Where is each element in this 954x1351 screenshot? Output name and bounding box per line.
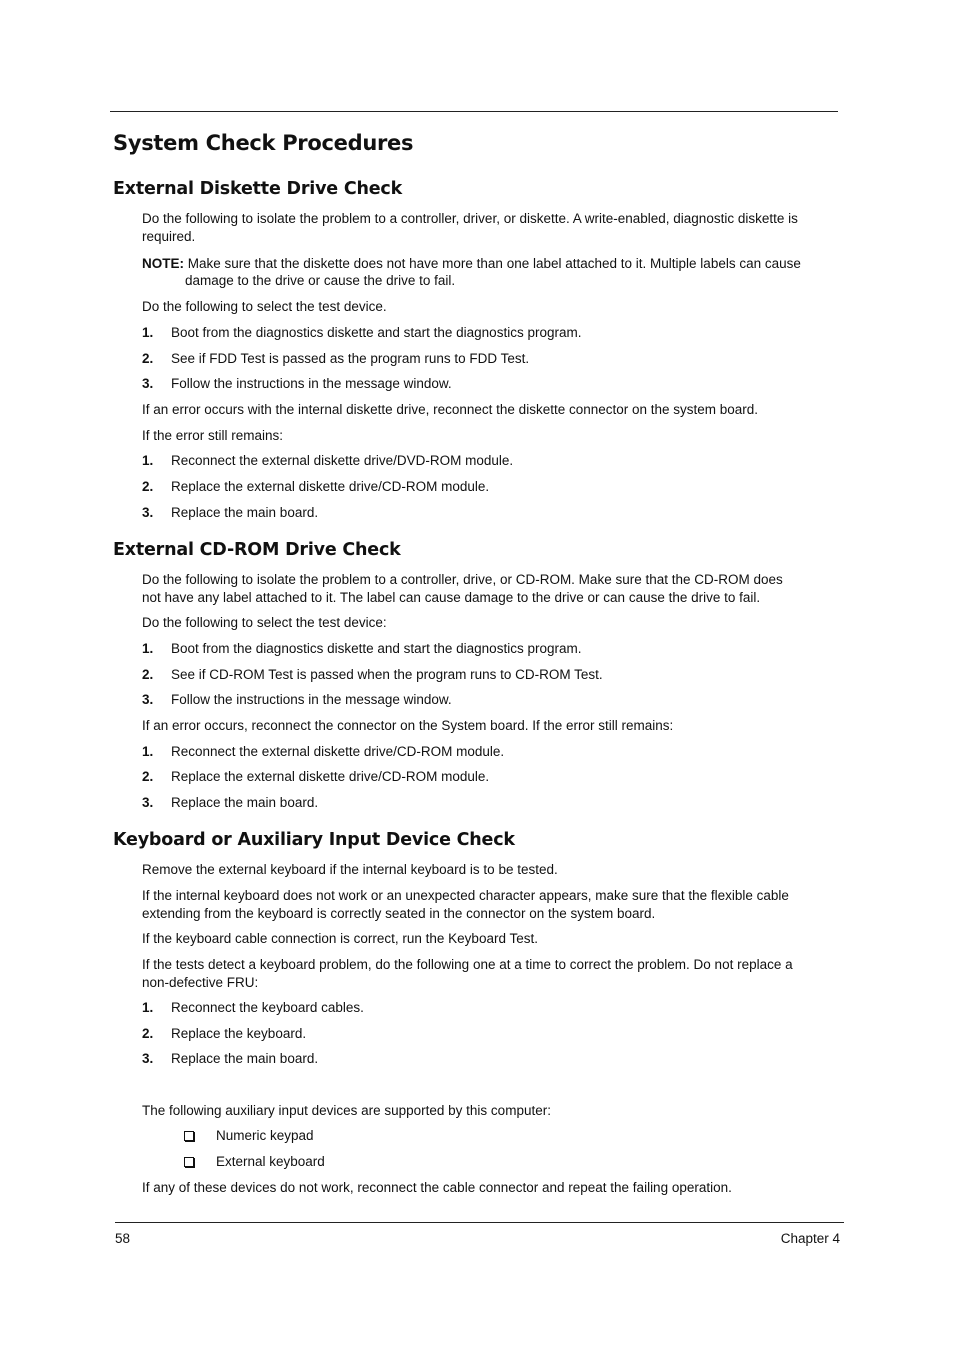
note-block bbox=[142, 255, 842, 289]
keyboard-tests-text bbox=[142, 956, 842, 992]
list-item bbox=[184, 1153, 325, 1171]
keyboard-tests-line: If the tests detect a keyboard problem, do the following one at a time to correct the problem. Do not replace a bbox=[142, 957, 793, 972]
list-item bbox=[142, 452, 513, 470]
cdrom-error-text: If an error occurs, reconnect the connector on the System board. If the error still remains: bbox=[142, 718, 674, 733]
list-item bbox=[142, 691, 452, 709]
diskette-intro bbox=[142, 210, 842, 246]
step-text: Reconnect the external diskette drive/DVD-ROM module. bbox=[171, 453, 514, 468]
step-number: 3. bbox=[142, 1051, 154, 1066]
note-label: NOTE: bbox=[142, 256, 184, 271]
step-text: Boot from the diagnostics diskette and start the diagnostics program. bbox=[171, 325, 582, 340]
step-number: 1. bbox=[142, 1000, 154, 1015]
step-number: 3. bbox=[142, 795, 154, 810]
keyboard-tests-line: non-defective FRU: bbox=[142, 975, 259, 990]
step-number: 3. bbox=[142, 376, 154, 391]
step-text: Replace the main board. bbox=[171, 505, 319, 520]
aux-closing-text: If any of these devices do not work, reconnect the cable connector and repeat the failing operation. bbox=[142, 1180, 732, 1195]
step-number: 2. bbox=[142, 1026, 154, 1041]
list-item bbox=[142, 794, 318, 812]
diskette-select-text: Do the following to select the test device. bbox=[142, 299, 387, 314]
keyboard-cable-text: If the keyboard cable connection is correct, run the Keyboard Test. bbox=[142, 931, 538, 946]
list-item bbox=[142, 743, 504, 761]
aux-intro-text: The following auxiliary input devices are supported by this computer: bbox=[142, 1103, 551, 1118]
keyboard-internal-line: If the internal keyboard does not work or an unexpected character appears, make sure that the flexible cable bbox=[142, 888, 789, 903]
section-heading-diskette: External Diskette Drive Check bbox=[113, 179, 403, 199]
step-number: 2. bbox=[142, 479, 154, 494]
list-item bbox=[142, 478, 489, 496]
step-text: See if CD-ROM Test is passed when the program runs to CD-ROM Test. bbox=[171, 667, 603, 682]
step-text: Replace the external diskette drive/CD-ROM module. bbox=[171, 479, 490, 494]
diskette-still-text: If the error still remains: bbox=[142, 428, 284, 443]
step-text: Reconnect the keyboard cables. bbox=[171, 1000, 364, 1015]
list-item bbox=[142, 640, 581, 658]
list-item bbox=[142, 324, 581, 342]
checkbox-bullet-icon bbox=[184, 1157, 194, 1167]
chapter-label: Chapter 4 bbox=[780, 1231, 840, 1246]
list-item bbox=[142, 375, 452, 393]
note-text: Make sure that the diskette does not have more than one label attached to it. Multiple labels can cause bbox=[184, 256, 801, 271]
step-text: Follow the instructions in the message window. bbox=[171, 376, 452, 391]
step-number: 3. bbox=[142, 692, 154, 707]
step-text: Replace the main board. bbox=[171, 795, 319, 810]
step-number: 2. bbox=[142, 667, 154, 682]
diskette-error-text: If an error occurs with the internal diskette drive, reconnect the diskette connector on the system board. bbox=[142, 402, 759, 417]
cdrom-intro-line: not have any label attached to it. The label can cause damage to the drive or can cause the drive to fail. bbox=[142, 590, 761, 605]
header-rule bbox=[110, 111, 838, 112]
step-text: Replace the keyboard. bbox=[171, 1026, 307, 1041]
checkbox-bullet-icon bbox=[184, 1131, 194, 1141]
step-number: 1. bbox=[142, 641, 154, 656]
step-number: 1. bbox=[142, 744, 154, 759]
list-item bbox=[142, 350, 529, 368]
step-number: 1. bbox=[142, 325, 154, 340]
section-heading-keyboard: Keyboard or Auxiliary Input Device Check bbox=[113, 830, 515, 850]
list-item bbox=[142, 768, 489, 786]
keyboard-internal-line: extending from the keyboard is correctly seated in the connector on the system board. bbox=[142, 906, 656, 921]
cdrom-select-text: Do the following to select the test device: bbox=[142, 615, 387, 630]
list-item bbox=[142, 1025, 306, 1043]
step-text: See if FDD Test is passed as the program runs to FDD Test. bbox=[171, 351, 530, 366]
note-text: damage to the drive or cause the drive to fail. bbox=[185, 273, 456, 288]
step-number: 3. bbox=[142, 505, 154, 520]
diskette-intro-line: Do the following to isolate the problem to a controller, driver, or diskette. A write-enabled, diagnostic diskette is bbox=[142, 211, 798, 226]
list-item bbox=[142, 504, 318, 522]
keyboard-internal-text bbox=[142, 887, 842, 923]
cdrom-intro-line: Do the following to isolate the problem to a controller, drive, or CD-ROM. Make sure that the CD-ROM does bbox=[142, 572, 783, 587]
page-title: System Check Procedures bbox=[113, 131, 414, 155]
step-text: Reconnect the external diskette drive/CD-ROM module. bbox=[171, 744, 505, 759]
device-label: Numeric keypad bbox=[216, 1128, 314, 1143]
cdrom-intro bbox=[142, 571, 842, 607]
list-item bbox=[142, 999, 364, 1017]
list-item bbox=[142, 1050, 318, 1068]
page-number: 58 bbox=[115, 1231, 131, 1246]
keyboard-remove-text: Remove the external keyboard if the internal keyboard is to be tested. bbox=[142, 862, 558, 877]
list-item bbox=[142, 666, 603, 684]
step-number: 2. bbox=[142, 351, 154, 366]
device-label: External keyboard bbox=[216, 1154, 325, 1169]
step-text: Follow the instructions in the message window. bbox=[171, 692, 452, 707]
diskette-intro-line: required. bbox=[142, 229, 196, 244]
step-text: Boot from the diagnostics diskette and start the diagnostics program. bbox=[171, 641, 582, 656]
section-heading-cdrom: External CD-ROM Drive Check bbox=[113, 540, 401, 560]
step-number: 2. bbox=[142, 769, 154, 784]
step-number: 1. bbox=[142, 453, 154, 468]
step-text: Replace the external diskette drive/CD-ROM module. bbox=[171, 769, 490, 784]
list-item bbox=[184, 1127, 314, 1145]
footer-rule bbox=[115, 1222, 844, 1223]
step-text: Replace the main board. bbox=[171, 1051, 319, 1066]
